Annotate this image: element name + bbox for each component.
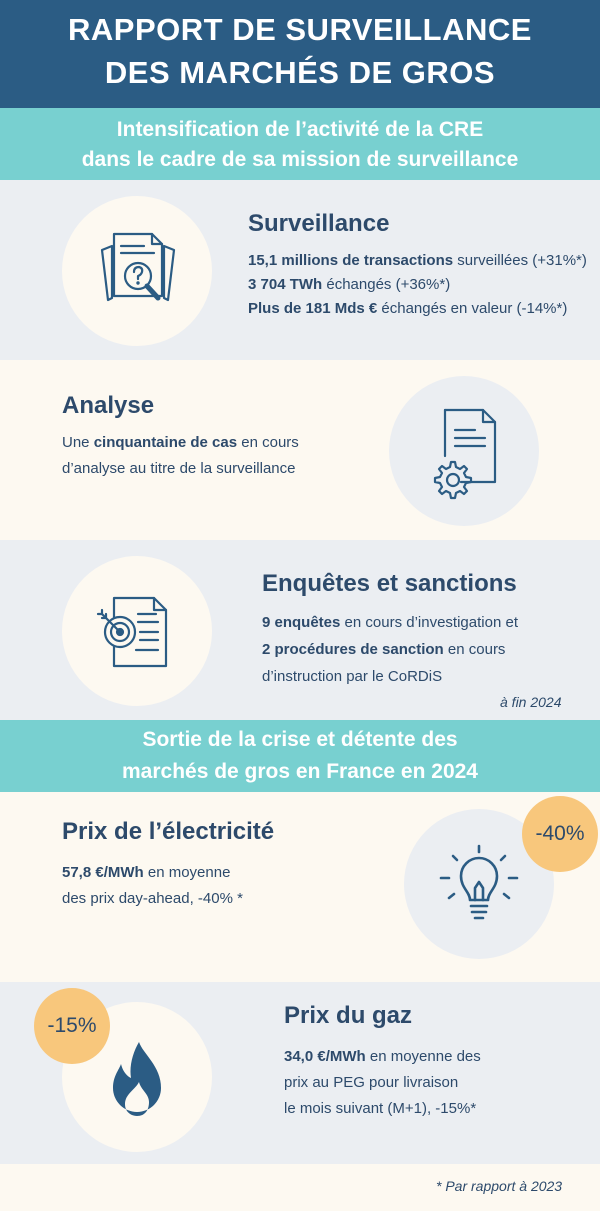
- gaz-line1: 34,0 €/MWh en moyenne des: [284, 1048, 481, 1065]
- lightbulb-icon: [437, 842, 521, 926]
- section-banner-activity: [0, 108, 600, 180]
- surveillance-section: [0, 180, 600, 360]
- report-title-line2: DES MARCHÉS DE GROS: [104, 55, 496, 90]
- analyse-icon-circle: [389, 376, 539, 526]
- surveillance-icon-circle: [62, 196, 212, 346]
- electricite-section: [0, 792, 600, 982]
- gaz-section: [0, 982, 600, 1164]
- report-title-line1: RAPPORT DE SURVEILLANCE: [68, 12, 532, 47]
- surveillance-title: Surveillance: [248, 210, 390, 237]
- electricite-badge: -40%: [522, 796, 598, 872]
- banner2-line2: marchés de gros en France en 2024: [121, 760, 478, 783]
- electricite-line1: 57,8 €/MWh en moyenne: [62, 864, 231, 881]
- enquetes-line3: d’instruction par le CoRDiS: [262, 668, 443, 685]
- analyse-line1: Une cinquantaine de cas en cours: [62, 434, 299, 451]
- enquetes-note: à fin 2024: [500, 694, 562, 710]
- document-search-icon: [98, 228, 178, 314]
- gaz-line2: prix au PEG pour livraison: [284, 1074, 459, 1091]
- surveillance-line3: Plus de 181 Mds € échangés en valeur (-14%*): [248, 300, 568, 317]
- gaz-line3: le mois suivant (M+1), -15%*: [284, 1100, 477, 1117]
- flame-icon: [107, 1040, 167, 1120]
- electricite-line2: des prix day-ahead, -40% *: [62, 890, 243, 907]
- footnote: * Par rapport à 2023: [436, 1178, 563, 1194]
- electricite-title: Prix de l’électricité: [62, 818, 275, 845]
- enquetes-section: [0, 540, 600, 720]
- analyse-line2: d’analyse au titre de la surveillance: [62, 460, 296, 477]
- banner-line1: Intensification de l’activité de la CRE: [116, 118, 484, 141]
- surveillance-line1: 15,1 millions de transactions surveillées (+31%*): [248, 252, 587, 269]
- document-gear-icon: [431, 406, 505, 500]
- enquetes-line1: 9 enquêtes en cours d’investigation et: [262, 614, 518, 631]
- analyse-section: [0, 360, 600, 540]
- banner2-line1: Sortie de la crise et détente des: [142, 728, 458, 751]
- enquetes-icon-circle: [62, 556, 212, 706]
- section-banner-markets: [0, 720, 600, 792]
- gaz-badge: -15%: [34, 988, 110, 1064]
- analyse-title: Analyse: [62, 392, 155, 419]
- gaz-title: Prix du gaz: [284, 1002, 413, 1029]
- document-target-icon: [96, 594, 176, 674]
- enquetes-line2: 2 procédures de sanction en cours: [262, 641, 506, 658]
- banner-line2: dans le cadre de sa mission de surveillance: [81, 148, 519, 171]
- enquetes-title: Enquêtes et sanctions: [262, 570, 517, 597]
- surveillance-line2: 3 704 TWh échangés (+36%*): [248, 276, 451, 293]
- report-header: [0, 0, 600, 108]
